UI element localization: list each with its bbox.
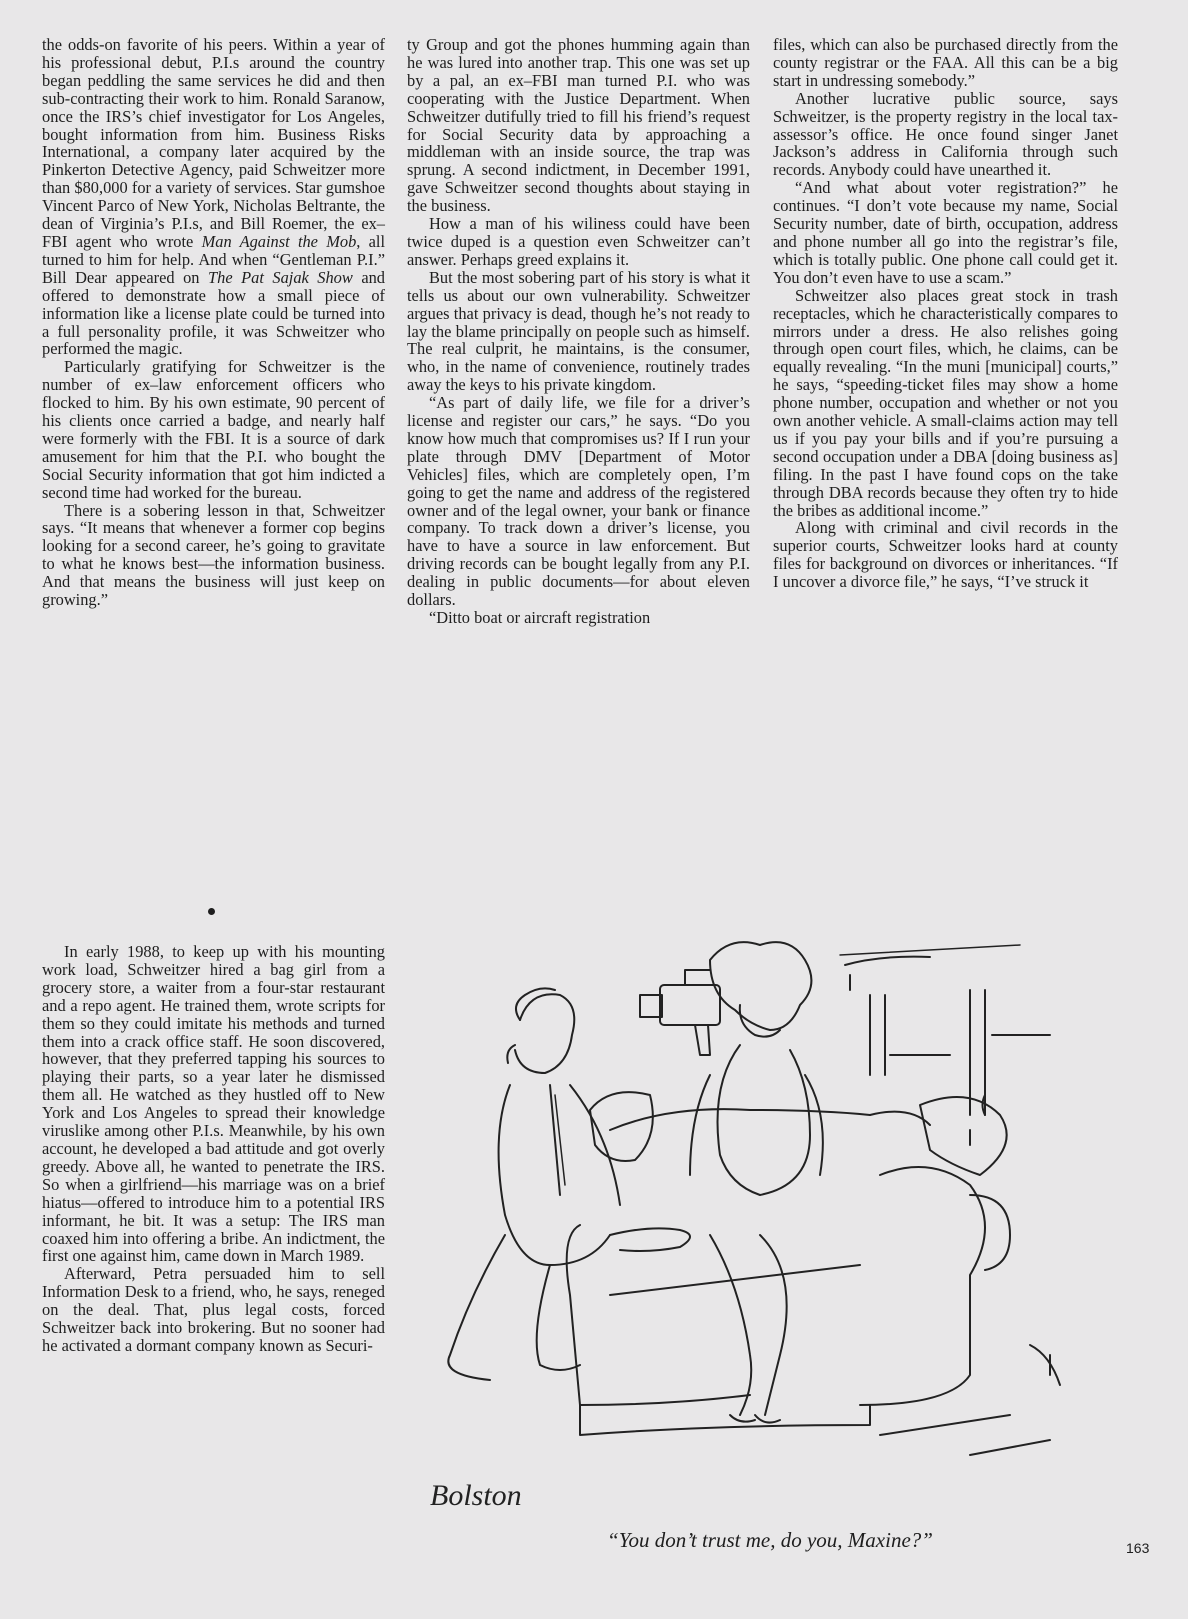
paragraph: Particularly gratifying for Schweitzer is the number of ex–law enforcement officers who flocked to him. By his own estimate, 90 percent of his clients once carried a badge, and nearly half were formerly with the FBI. It is a source of dark amusement for him that the P.I. who bought the Social Security information that got him indicted a second time had worked for the bureau. xyxy=(42,357,385,502)
paragraph: There is a sobering lesson in that, Schweitzer says. “It means that whenever a former cop begins looking for a second career, he’s going to gravitate to what he knows best—the information business. And that means the business will just keep on growing.” xyxy=(42,500,385,610)
paragraph: In early 1988, to keep up with his mounting work load, Schweitzer hired a bag girl from a grocery store, a waiter from a four-star restaurant and a repo agent. He trained them, wrote scripts for them so they could imitate his methods and turned them into a crack office staff. He soon discovered, however, that they preferred tapping his sources to playing their parts, so a year later he dismissed them all. He watched as they hustled off to New York and Los Angeles to spread their knowledge viruslike among other P.I.s. Meanwhile, by his own account, he developed a bad attitude and got overly greedy. Above all, he wanted to penetrate the IRS. So when a girlfriend—his marriage was on a brief hiatus—offered to introduce him to a potential IRS informant, he bit. It was a setup: The IRS man coaxed him into offering a bribe. An indictment, the first one against him, came down in March 1989. xyxy=(42,942,385,1266)
cartoon-caption: “You don’t trust me, do you, Maxine?” xyxy=(607,1528,933,1552)
paragraph: “Ditto boat or aircraft registration xyxy=(429,608,651,627)
paragraph: Schweitzer also places great stock in trash receptacles, which he characteristically compares to mirrors under a dress. He also relishes going through open court files, which, he claims, can be equally revealing. “In the muni [municipal] courts,” he says, “speeding-ticket files may show a home phone number, occupation and whether or not you own another vehicle. A small-claims action may tell us if you pay your bills and if you’re pursuing a second occupation under a DBA [doing business as] filing. In the past I have found cops on the take through DBA records because they often try to hide the bribes as additional income.” xyxy=(773,285,1118,520)
paragraph: ty Group and got the phones humming again than he was lured into another trap. This one was set up by a pal, an ex–FBI man turned P.I. who was cooperating with the Justice Department. When Schweitzer dutifully tried to fill his friend’s request for Social Security data by approaching a middleman with an inside source, the trap was sprung. A second indictment, in December 1991, gave Schweitzer second thoughts about staying in the business. xyxy=(407,35,750,216)
cartoon-illustration xyxy=(410,935,1122,1535)
paragraph: How a man of his wiliness could have been twice duped is a question even Schweitzer can’t answer. Perhaps greed explains it. xyxy=(407,214,750,269)
cartoon-signature: Bolston xyxy=(430,1479,522,1512)
page-number: 163 xyxy=(1126,1540,1150,1556)
section-divider-bullet xyxy=(208,908,215,915)
paragraph: Along with criminal and civil records in the superior courts, Schweitzer looks hard at county files for background on divorces or inheritances. “If I uncover a divorce file,” he says, “I’ve struck it xyxy=(773,518,1118,592)
column-3 xyxy=(773,36,1118,591)
paragraph: files, which can also be purchased directly from the county registrar or the FAA. All this can be a big start in undressing somebody.” xyxy=(773,35,1118,90)
paragraph: “As part of daily life, we file for a driver’s license and register our cars,” he says. “Do you know how much that compromises us? If I run your plate through DMV [Department of Motor Vehicles] files, which are completely open, I’m going to get the name and address of the registered owner and of the legal owner, your bank or finance company. To track down a driver’s license, you have to have a source in law enforcement. But driving records can be bought legally from any P.I. dealing in public documents—for about eleven dollars. xyxy=(407,393,750,610)
paragraph: But the most sobering part of his story is what it tells us about our own vulnerability. Schweitzer argues that privacy is dead, though he’s not ready to lay the blame principally on people such as himself. The real culprit, he maintains, is the consumer, who, in the name of convenience, routinely trades away the keys to his private kingdom. xyxy=(407,267,750,395)
paragraph: Another lucrative public source, says Schweitzer, is the property registry in the local tax-assessor’s office. He once found singer Janet Jackson’s address in California through such records. Anybody could have unearthed it. xyxy=(773,88,1118,180)
paragraph: “And what about voter registration?” he continues. “I don’t vote because my name, Social Security number, date of birth, occupation, address and phone number all go into the registrar’s file, which is totally public. One phone call could get it. You don’t even have to use a scam.” xyxy=(773,178,1118,287)
paragraph: Afterward, Petra persuaded him to sell Information Desk to a friend, who, he says, reneged on the deal. That, plus legal costs, forced Schweitzer back into brokering. But no sooner had he activated a dormant company known as Securi- xyxy=(42,1264,385,1355)
column-1-lower xyxy=(42,943,385,1355)
column-1 xyxy=(42,36,385,609)
column-2 xyxy=(407,36,750,627)
paragraph: the odds-on favorite of his peers. Within a year of his professional debut, P.I.s around the country began peddling the same services he did and then sub-contracting their work to him. Ronald Saranow, once the IRS’s chief investigator for Los Angeles, bought information from him. Business Risks International, a company later acquired by the Pinkerton Detective Agency, paid Schweitzer more than $80,000 for a variety of services. Star gumshoe Vincent Parco of New York, Nicholas Beltrante, the dean of Virginia’s P.I.s, and Bill Roemer, the ex–FBI agent who wrote Man Against the Mob, all turned to him for help. And when “Gentleman P.I.” Bill Dear appeared on The Pat Sajak Show and offered to demonstrate how a small piece of information like a license plate could be turned into a full personality profile, it was Schweitzer who performed the magic. xyxy=(42,35,386,359)
